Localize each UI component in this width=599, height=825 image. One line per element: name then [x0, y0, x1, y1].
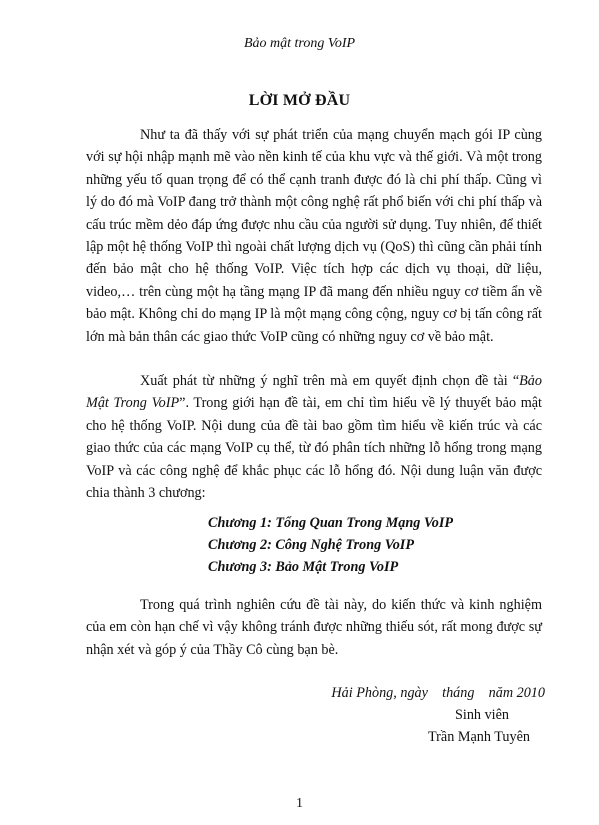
page-number: 1 [296, 796, 303, 811]
intro-paragraph-3 [86, 594, 542, 661]
signature-role: Sinh viên [455, 707, 509, 723]
chapter-item-1: Chương 1: Tổng Quan Trong Mạng VoIP [208, 515, 454, 531]
intro-paragraph-1 [86, 124, 542, 348]
page-title: LỜI MỞ ĐẦU [248, 92, 351, 109]
chapter-item-3: Chương 3: Bảo Mật Trong VoIP [208, 559, 399, 575]
paragraph-text [86, 370, 542, 504]
paragraph-text: Như ta đã thấy với sự phát triển của mạng chuyển mạch gói IP cùng với sự hội nhập mạnh mẽ vào nền kinh tế của khu vực và thế giới. Và một trong những yếu tố quan trọng để có thể cạnh tranh được đó là chi phí thấp. Cũng vì lý do đó mà VoIP đang trở thành một công nghệ rất phổ biến với chi phí thấp và cấu trúc mềm dẻo đáp ứng được nhu cầu của người sử dụng. Tuy nhiên, để thiết lập một hệ thống VoIP thì ngoài chất lượng dịch vụ (QoS) thì cũng cần phải tính đến bảo mật cho hệ thống VoIP. Việc tích hợp các dịch vụ thoại, dữ liệu, video,… trên cùng một hạ tầng mạng IP đã mang đến nhiều nguy cơ tiềm ẩn về bảo mật. Không chỉ do mạng IP là một mạng công cộng, nguy cơ bị tấn công rất lớn mà bản thân các giao thức VoIP cũng có những nguy cơ về bảo mật. [86, 127, 542, 345]
paragraph-text-after: ”. Trong giới hạn đề tài, em chỉ tìm hiểu về lý thuyết bảo mật cho hệ thống VoIP. Nội dung của đề tài bao gồm tìm hiểu về kiến trúc và các giao thức của các mạng VoIP cụ thể, từ đó phân tích những lỗ hổng trong mạng VoIP và các công nghệ để khắc phục các lỗ hổng đó. Nội dung luận văn được chia thành 3 chương: [86, 395, 542, 502]
paragraph-text-before: Xuất phát từ những ý nghĩ trên mà em quyết định chọn đề tài “ [140, 373, 520, 389]
intro-paragraph-2 [86, 370, 542, 504]
paragraph-text: Trong quá trình nghiên cứu đề tài này, do kiến thức và kinh nghiệm của em còn hạn chế vì vậy không tránh được những thiếu sót, rất mong được sự nhận xét và góp ý của Thầy Cô cùng bạn bè. [86, 597, 542, 658]
signature-name: Trần Mạnh Tuyên [428, 729, 530, 745]
running-header: Bảo mật trong VoIP [243, 36, 356, 51]
chapter-list [208, 512, 548, 578]
chapter-item-2: Chương 2: Công Nghệ Trong VoIP [208, 537, 414, 553]
thesis-topic: Bảo Mật Trong VoIP [86, 373, 542, 412]
signature-place-date: Hải Phòng, ngày tháng năm 2010 [331, 685, 545, 701]
